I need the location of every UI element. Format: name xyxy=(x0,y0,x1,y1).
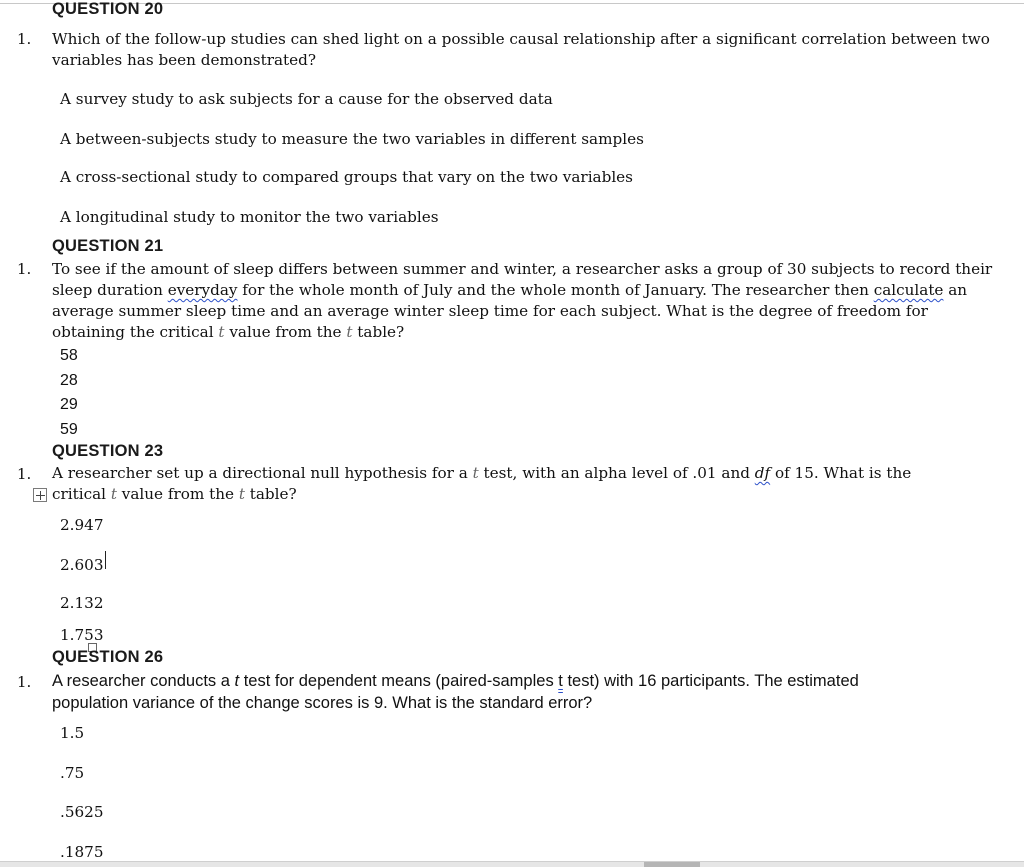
question-26-option-a[interactable]: 1.5 xyxy=(60,724,85,742)
question-21-option-c[interactable]: 29 xyxy=(60,396,78,413)
stem-text: test for dependent means (paired-samples xyxy=(239,672,559,690)
stem-text: value from the xyxy=(116,485,239,503)
question-26-heading: QUESTION 26 xyxy=(52,648,164,666)
italic-t: t xyxy=(346,323,353,341)
text-cursor-icon xyxy=(105,551,106,569)
question-21-stem xyxy=(52,259,997,343)
question-21-option-d[interactable]: 59 xyxy=(60,421,78,438)
italic-t: t xyxy=(238,485,245,503)
question-21-stem-line: average summer sleep time and an average winter sleep time for each subject. What is the degree of freedom for xyxy=(52,302,928,320)
question-23-option-b[interactable]: 2.603 xyxy=(60,556,104,574)
question-23-stem-line xyxy=(52,484,997,505)
stem-text: for the whole month of July and the whole month of January. The researcher then xyxy=(237,281,874,299)
question-20-stem xyxy=(52,29,997,71)
grammar-flag[interactable]: t xyxy=(558,672,563,690)
italic-t: t xyxy=(234,672,240,690)
question-21-option-a[interactable]: 58 xyxy=(60,347,78,364)
italic-t: t xyxy=(472,464,479,482)
question-20-option-c[interactable]: A cross-sectional study to compared groups that vary on the two variables xyxy=(60,168,633,186)
stem-text: sleep duration xyxy=(52,281,168,299)
stem-text: critical xyxy=(52,485,111,503)
question-21-number: 1. xyxy=(17,260,32,278)
question-20-stem-line: variables has been demonstrated? xyxy=(52,51,316,69)
question-26-stem-line xyxy=(52,670,997,692)
stem-text: value from the xyxy=(224,323,347,341)
question-26-stem-line: population variance of the change scores is 9. What is the standard error? xyxy=(52,694,593,712)
question-26-option-b[interactable]: .75 xyxy=(60,764,85,782)
move-cross-icon[interactable] xyxy=(33,488,47,502)
stem-text: table? xyxy=(352,323,405,341)
italic-t: t xyxy=(218,323,225,341)
question-20-option-d[interactable]: A longitudinal study to monitor the two variables xyxy=(60,208,439,226)
question-20-option-a[interactable]: A survey study to ask subjects for a cause for the observed data xyxy=(60,90,553,108)
scrollbar-thumb[interactable] xyxy=(644,862,700,867)
question-23-option-c[interactable]: 2.132 xyxy=(60,594,104,612)
horizontal-scrollbar[interactable] xyxy=(0,861,1024,867)
question-21-stem-line xyxy=(52,322,997,343)
question-26-option-d[interactable]: .1875 xyxy=(60,843,104,861)
question-21-option-b[interactable]: 28 xyxy=(60,372,78,389)
question-26-number: 1. xyxy=(17,673,32,691)
question-21-stem-line: To see if the amount of sleep differs between summer and winter, a researcher asks a group of 30 subjects to record their xyxy=(52,260,993,278)
question-23-option-a[interactable]: 2.947 xyxy=(60,516,104,534)
question-21-heading: QUESTION 21 xyxy=(52,237,164,255)
question-20-heading: QUESTION 20 xyxy=(52,0,164,18)
question-23-number: 1. xyxy=(17,465,32,483)
stem-text: test, with an alpha level of .01 and xyxy=(478,464,755,482)
stem-text: A researcher set up a directional null hypothesis for a xyxy=(52,464,473,482)
question-23-stem xyxy=(52,463,997,505)
question-23-heading: QUESTION 23 xyxy=(52,442,164,460)
question-23-stem-line xyxy=(52,463,997,484)
spelling-flag[interactable]: everyday xyxy=(167,281,238,299)
question-26-option-c[interactable]: .5625 xyxy=(60,803,104,821)
question-23-option-d[interactable]: 1.753 xyxy=(60,626,104,644)
stem-text: an xyxy=(943,281,968,299)
question-20-stem-line: Which of the follow-up studies can shed light on a possible causal relationship after a significant correlation between two xyxy=(52,30,990,48)
question-20-number: 1. xyxy=(17,30,32,48)
grammar-flag[interactable]: df xyxy=(754,464,771,482)
question-21-stem-line xyxy=(52,280,997,301)
stem-text: test) with 16 participants. The estimated xyxy=(562,672,859,690)
question-26-stem xyxy=(52,670,997,714)
stem-text: of 15. What is the xyxy=(770,464,912,482)
stem-text: obtaining the critical xyxy=(52,323,219,341)
question-20-option-b[interactable]: A between-subjects study to measure the two variables in different samples xyxy=(60,130,644,148)
stem-text: A researcher conducts a xyxy=(52,672,235,690)
stem-text: table? xyxy=(244,485,297,503)
italic-t: t xyxy=(110,485,117,503)
grammar-flag[interactable]: calculate xyxy=(873,281,944,299)
